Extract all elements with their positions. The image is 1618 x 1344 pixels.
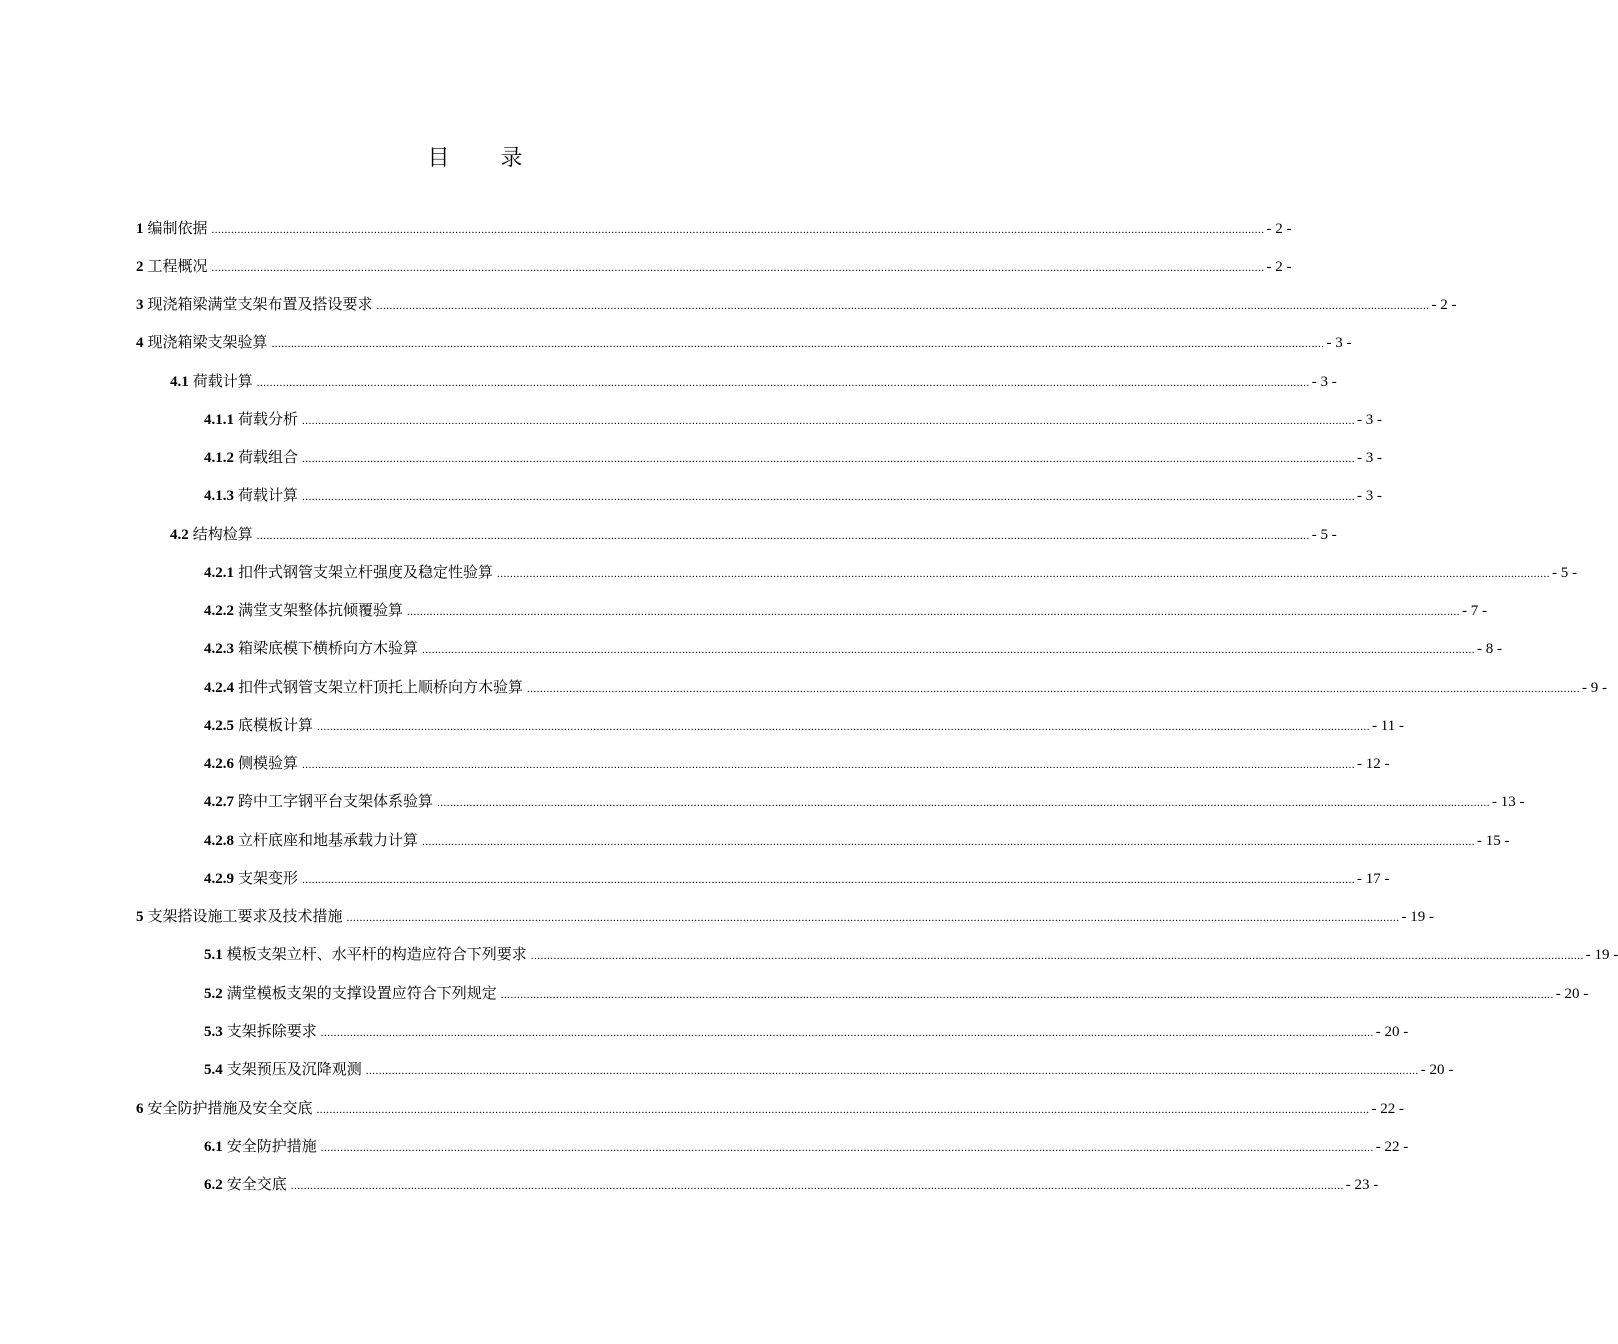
- toc-entry-number: 4.2.2: [204, 603, 234, 619]
- toc-entry[interactable]: [204, 1136, 1409, 1158]
- toc-entry[interactable]: [204, 1059, 1454, 1081]
- dot-leader: ....................................................................................................................................................................................................................................................................................................................................: [302, 415, 1356, 427]
- dot-leader: ....................................................................................................................................................................................................................................................................................................................................: [320, 1027, 1374, 1039]
- toc-entry-page: - 5 -: [1552, 565, 1578, 581]
- toc-entry-label: 现浇箱梁满堂支架布置及搭设要求: [147, 295, 373, 313]
- toc-entry-label: 安全交底: [226, 1175, 287, 1193]
- toc-entry[interactable]: [204, 1021, 1409, 1043]
- toc-entry-number: 4: [136, 335, 144, 351]
- toc-entry-page: - 9 -: [1582, 680, 1608, 696]
- toc-entry-page: - 22 -: [1371, 1101, 1405, 1117]
- toc-entry-number: 4.2.5: [204, 718, 234, 734]
- toc-entry-page: - 17 -: [1357, 871, 1390, 887]
- toc-entry-number: 2: [136, 259, 144, 275]
- toc-entry-number: 5: [136, 909, 144, 925]
- toc-entry[interactable]: [204, 447, 1383, 469]
- toc-entry-page: - 15 -: [1477, 833, 1510, 849]
- toc-entry-page: - 19 -: [1585, 947, 1618, 963]
- toc-entry-number: 6.1: [204, 1139, 223, 1155]
- dot-leader: ....................................................................................................................................................................................................................................................................................................................................: [290, 1180, 1344, 1192]
- toc-entry-label: 荷载计算: [192, 372, 253, 390]
- toc-entry-number: 4.2.4: [204, 680, 234, 696]
- toc-entry[interactable]: [136, 332, 1352, 354]
- toc-entry-number: 4.1.1: [204, 412, 234, 428]
- toc-entry[interactable]: [204, 715, 1404, 737]
- toc-entry-label: 扣件式钢管支架立杆强度及稳定性验算: [238, 563, 494, 581]
- toc-entry[interactable]: [204, 944, 1618, 966]
- toc-entry-label: 满堂支架整体抗倾覆验算: [238, 601, 404, 619]
- dot-leader: ....................................................................................................................................................................................................................................................................................................................................: [302, 874, 1356, 886]
- toc-entry[interactable]: [136, 906, 1435, 928]
- toc-entry[interactable]: [204, 1174, 1379, 1196]
- toc-entry-page: - 3 -: [1357, 488, 1383, 504]
- toc-entry-number: 4.2.6: [204, 756, 234, 772]
- toc-entry-page: - 23 -: [1345, 1177, 1379, 1193]
- toc-entry-label: 工程概况: [147, 257, 208, 275]
- toc-entry-label: 支架变形: [238, 869, 299, 887]
- toc-entry-label: 箱梁底模下横桥向方木验算: [238, 639, 419, 657]
- toc-entry-page: - 3 -: [1357, 412, 1383, 428]
- toc-entry-label: 荷载分析: [238, 410, 299, 428]
- dot-leader: ....................................................................................................................................................................................................................................................................................................................................: [316, 1104, 1370, 1116]
- toc-entry-number: 1: [136, 221, 144, 237]
- toc-entry-number: 4.2: [170, 527, 189, 543]
- dot-leader: ....................................................................................................................................................................................................................................................................................................................................: [320, 1142, 1374, 1154]
- toc-entry-label: 安全防护措施: [226, 1137, 317, 1155]
- dot-leader: ....................................................................................................................................................................................................................................................................................................................................: [437, 797, 1491, 809]
- toc-entry[interactable]: [204, 638, 1503, 660]
- toc-entry-page: - 19 -: [1401, 909, 1435, 925]
- toc-entry-label: 立杆底座和地基承载力计算: [238, 831, 419, 849]
- toc-entry-number: 4.2.7: [204, 794, 234, 810]
- toc-entry-number: 5.4: [204, 1062, 223, 1078]
- toc-entry-label: 支架搭设施工要求及技术措施: [147, 907, 343, 925]
- dot-leader: ....................................................................................................................................................................................................................................................................................................................................: [302, 453, 1356, 465]
- toc-entry-label: 荷载组合: [238, 448, 299, 466]
- toc-entry[interactable]: [204, 868, 1390, 890]
- toc-entry-page: - 8 -: [1477, 641, 1503, 657]
- page-title: 目 录: [427, 146, 545, 171]
- toc-entry[interactable]: [136, 218, 1292, 240]
- toc-entry[interactable]: [136, 256, 1292, 278]
- dot-leader: ....................................................................................................................................................................................................................................................................................................................................: [422, 836, 1476, 848]
- toc-entry-page: - 11 -: [1372, 718, 1404, 734]
- toc-entry[interactable]: [204, 562, 1578, 584]
- dot-leader: ....................................................................................................................................................................................................................................................................................................................................: [500, 989, 1554, 1001]
- toc-entry-label: 安全防护措施及安全交底: [147, 1099, 313, 1117]
- toc-entry[interactable]: [204, 677, 1608, 699]
- toc-entry-number: 4.1.2: [204, 450, 234, 466]
- dot-leader: ....................................................................................................................................................................................................................................................................................................................................: [376, 300, 1430, 312]
- toc-entry-page: - 3 -: [1357, 450, 1383, 466]
- toc-entry-label: 跨中工字钢平台支架体系验算: [238, 792, 434, 810]
- toc-entry-number: 5.2: [204, 986, 223, 1002]
- dot-leader: ....................................................................................................................................................................................................................................................................................................................................: [302, 491, 1356, 503]
- toc-entry-page: - 2 -: [1266, 259, 1292, 275]
- dot-leader: ....................................................................................................................................................................................................................................................................................................................................: [271, 338, 1325, 350]
- dot-leader: ....................................................................................................................................................................................................................................................................................................................................: [407, 606, 1461, 618]
- dot-leader: ....................................................................................................................................................................................................................................................................................................................................: [497, 568, 1551, 580]
- toc-entry-label: 现浇箱梁支架验算: [147, 333, 268, 351]
- dot-leader: ....................................................................................................................................................................................................................................................................................................................................: [256, 377, 1310, 389]
- dot-leader: ....................................................................................................................................................................................................................................................................................................................................: [211, 262, 1265, 274]
- toc-entry-label: 编制依据: [147, 219, 208, 237]
- toc-entry-label: 结构检算: [192, 525, 253, 543]
- toc-entry-page: - 13 -: [1492, 794, 1525, 810]
- toc-entry-page: - 12 -: [1357, 756, 1390, 772]
- toc-entry-label: 底模板计算: [238, 716, 314, 734]
- dot-leader: ....................................................................................................................................................................................................................................................................................................................................: [317, 721, 1371, 733]
- toc-entry[interactable]: [170, 371, 1337, 393]
- toc-entry[interactable]: [204, 409, 1383, 431]
- toc-entry-page: - 3 -: [1326, 335, 1352, 351]
- dot-leader: ....................................................................................................................................................................................................................................................................................................................................: [530, 950, 1584, 962]
- toc-entry-label: 扣件式钢管支架立杆顶托上顺桥向方木验算: [238, 678, 524, 696]
- toc-entry-number: 6.2: [204, 1177, 223, 1193]
- toc-entry-label: 荷载计算: [238, 486, 299, 504]
- dot-leader: ....................................................................................................................................................................................................................................................................................................................................: [527, 683, 1581, 695]
- toc-entry-page: - 2 -: [1266, 221, 1292, 237]
- toc-entry-page: - 7 -: [1462, 603, 1488, 619]
- toc-entry[interactable]: [204, 600, 1488, 622]
- toc-entry-number: 3: [136, 297, 144, 313]
- toc-entry-number: 4.1.3: [204, 488, 234, 504]
- toc-entry-number: 4.2.1: [204, 565, 234, 581]
- toc-entry-label: 满堂模板支架的支撑设置应符合下列规定: [226, 984, 497, 1002]
- dot-leader: ....................................................................................................................................................................................................................................................................................................................................: [211, 224, 1265, 236]
- toc-entry[interactable]: [136, 1098, 1405, 1120]
- dot-leader: ....................................................................................................................................................................................................................................................................................................................................: [365, 1065, 1419, 1077]
- toc-entry-page: - 20 -: [1420, 1062, 1454, 1078]
- dot-leader: ....................................................................................................................................................................................................................................................................................................................................: [302, 759, 1356, 771]
- toc-entry-page: - 2 -: [1431, 297, 1457, 313]
- toc-entry[interactable]: [204, 830, 1510, 852]
- toc-entry-page: - 20 -: [1555, 986, 1589, 1002]
- toc-entry-number: 5.3: [204, 1024, 223, 1040]
- toc-entry-page: - 5 -: [1311, 527, 1337, 543]
- toc-entry-label: 支架预压及沉降观测: [226, 1060, 362, 1078]
- toc-entry[interactable]: [136, 294, 1457, 316]
- toc-entry-label: 支架拆除要求: [226, 1022, 317, 1040]
- dot-leader: ....................................................................................................................................................................................................................................................................................................................................: [256, 530, 1310, 542]
- toc-entry[interactable]: [204, 485, 1383, 507]
- toc-entry-number: 5.1: [204, 947, 223, 963]
- toc-entry-label: 侧模验算: [238, 754, 299, 772]
- toc-entry-number: 4.2.9: [204, 871, 234, 887]
- dot-leader: ....................................................................................................................................................................................................................................................................................................................................: [422, 644, 1476, 656]
- toc-entry-page: - 3 -: [1311, 374, 1337, 390]
- toc-entry-number: 6: [136, 1101, 144, 1117]
- toc-entry[interactable]: [204, 791, 1525, 813]
- toc-entry[interactable]: [204, 753, 1390, 775]
- toc-entry-number: 4.2.3: [204, 641, 234, 657]
- toc-entry-label: 模板支架立杆、水平杆的构造应符合下列要求: [226, 945, 527, 963]
- toc-entry[interactable]: [170, 524, 1337, 546]
- toc-entry-page: - 22 -: [1375, 1139, 1409, 1155]
- dot-leader: ....................................................................................................................................................................................................................................................................................................................................: [346, 912, 1400, 924]
- toc-entry-number: 4.1: [170, 374, 189, 390]
- toc-entry-number: 4.2.8: [204, 833, 234, 849]
- toc-entry[interactable]: [204, 983, 1589, 1005]
- toc-entry-page: - 20 -: [1375, 1024, 1409, 1040]
